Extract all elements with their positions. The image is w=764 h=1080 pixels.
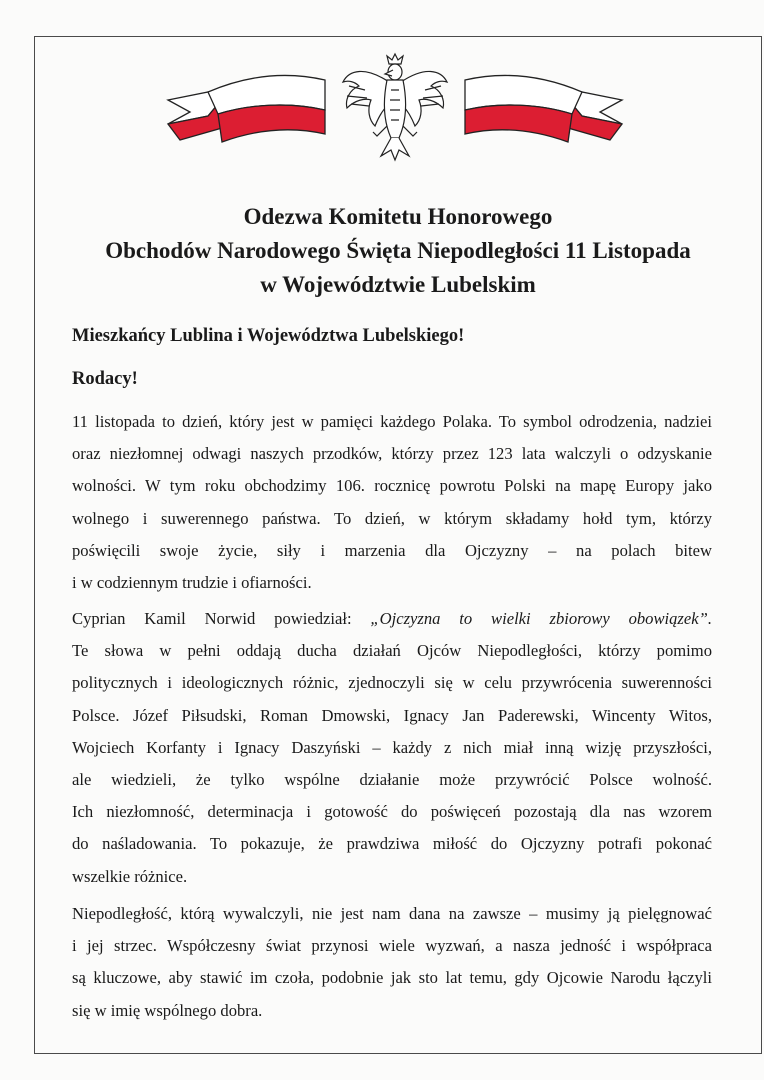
header-emblem-row [160, 52, 630, 162]
paragraph-line: poświęcili swoje życie, siły i marzenia dla Ojczyzny – na polach bitew [72, 540, 712, 560]
paragraph-line: oraz niezłomnej odwagi naszych przodków, którzy przez 123 lata walczyli o odzyskanie [72, 444, 712, 464]
paragraph-line [72, 603, 712, 635]
paragraph-line: i jej strzec. Współczesny świat przynosi wiele wyzwań, a nasza jedność i współpraca [72, 936, 712, 956]
paragraph-line: się w imię wspólnego dobra. [72, 1000, 263, 1020]
paragraph-line: Wojciech Korfanty i Ignacy Daszyński – każdy z nich miał inną wizję przyszłości, [72, 737, 712, 757]
title-line: w Województwie Lubelskim [260, 272, 536, 297]
norwid-intro: Cyprian Kamil Norwid powiedział: [72, 609, 371, 628]
greeting-residents: Mieszkańcy Lublina i Województwa Lubelskiego! [72, 326, 465, 346]
paragraph-1 [72, 406, 712, 599]
paragraph-3 [72, 898, 712, 1027]
paragraph-line: wolnego i suwerennego państwa. To dzień, w którym składamy hołd tym, którzy [72, 508, 712, 528]
paragraph-line: i w codziennym trudzie i ofiarności. [72, 573, 312, 593]
document-title [36, 200, 760, 302]
white-eagle-emblem-icon [343, 54, 447, 160]
paragraph-line: Niepodległość, którą wywalczyli, nie jest nam dana na zawsze – musimy ją pielęgnować [72, 904, 712, 923]
paragraph-line: politycznych i ideologicznych różnic, zjednoczyli się w celu przywrócenia suwerenności [72, 673, 712, 693]
title-line: Obchodów Narodowego Święta Niepodległości 11 Listopada [105, 238, 691, 263]
paragraph-line: Te słowa w pełni oddają ducha działań Ojców Niepodległości, którzy pomimo [72, 641, 712, 661]
paragraph-line: do naśladowania. To pokazuje, że prawdziwa miłość do Ojczyzny potrafi pokonać [72, 834, 712, 854]
title-line: Odezwa Komitetu Honorowego [243, 204, 553, 229]
paragraph-2 [72, 603, 712, 893]
paragraph-line: ale wiedzieli, że tylko wspólne działanie może przywrócić Polsce wolność. [72, 770, 712, 790]
right-flag-ribbon-icon [465, 76, 622, 142]
greeting-compatriots: Rodacy! [72, 369, 138, 389]
paragraph-line: wszelkie różnice. [72, 866, 188, 886]
left-flag-ribbon-icon [168, 76, 325, 142]
paragraph-line: 11 listopada to dzień, który jest w pamięci każdego Polaka. To symbol odrodzenia, nadziei [72, 412, 712, 431]
paragraph-line: Polsce. Józef Piłsudski, Roman Dmowski, Ignacy Jan Paderewski, Wincenty Witos, [72, 705, 712, 725]
paragraph-line: Ich niezłomność, determinacja i gotowość do poświęceń pozostają dla nas wzorem [72, 802, 712, 822]
paragraph-line: wolności. W tym roku obchodzimy 106. rocznicę powrotu Polski na mapę Europy jako [72, 476, 712, 496]
paragraph-line: są kluczowe, aby stawić im czoła, podobnie jak sto lat temu, gdy Ojcowie Narodu łączyli [72, 968, 712, 988]
norwid-quote: „Ojczyzna to wielki zbiorowy obowiązek”. [370, 609, 712, 628]
